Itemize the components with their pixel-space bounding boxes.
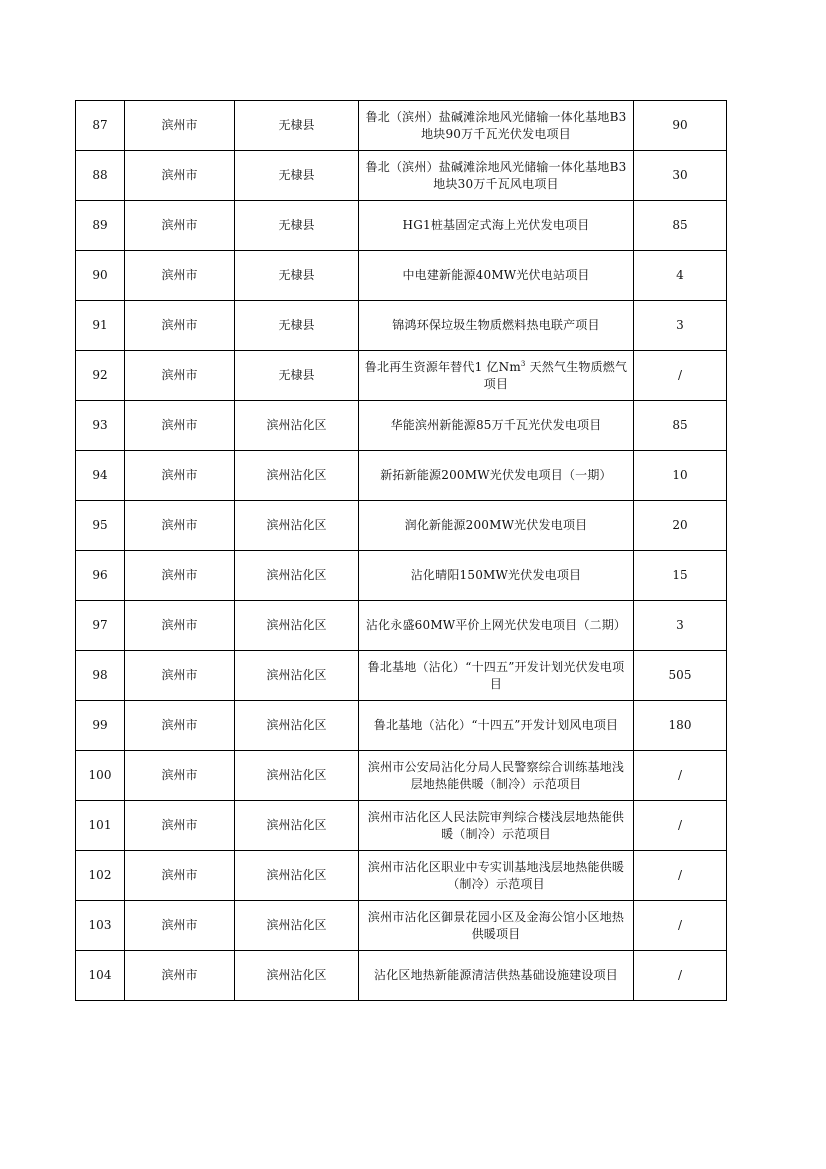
project-name-cell: 鲁北（滨州）盐碱滩涂地风光储输一体化基地B3地块90万千瓦光伏发电项目 bbox=[359, 101, 634, 151]
city-cell: 滨州市 bbox=[125, 451, 235, 501]
project-name-cell: 滨州市公安局沾化分局人民警察综合训练基地浅层地热能供暖（制冷）示范项目 bbox=[359, 751, 634, 801]
project-name-cell: 锦鸿环保垃圾生物质燃料热电联产项目 bbox=[359, 301, 634, 351]
city-cell: 滨州市 bbox=[125, 251, 235, 301]
table-row bbox=[76, 551, 727, 601]
table-row bbox=[76, 601, 727, 651]
project-name-cell: 沾化永盛60MW平价上网光伏发电项目（二期） bbox=[359, 601, 634, 651]
table-row bbox=[76, 301, 727, 351]
capacity-cell: 20 bbox=[634, 501, 727, 551]
row-number: 89 bbox=[76, 201, 125, 251]
table-row bbox=[76, 101, 727, 151]
county-cell: 滨州沾化区 bbox=[235, 751, 359, 801]
capacity-cell: / bbox=[634, 901, 727, 951]
city-cell: 滨州市 bbox=[125, 751, 235, 801]
capacity-cell: / bbox=[634, 951, 727, 1001]
county-cell: 无棣县 bbox=[235, 301, 359, 351]
city-cell: 滨州市 bbox=[125, 551, 235, 601]
table-row bbox=[76, 251, 727, 301]
capacity-cell: / bbox=[634, 751, 727, 801]
row-number: 88 bbox=[76, 151, 125, 201]
capacity-cell: 10 bbox=[634, 451, 727, 501]
city-cell: 滨州市 bbox=[125, 501, 235, 551]
capacity-cell: 3 bbox=[634, 601, 727, 651]
capacity-cell: 505 bbox=[634, 651, 727, 701]
project-name-cell: 润化新能源200MW光伏发电项目 bbox=[359, 501, 634, 551]
row-number: 93 bbox=[76, 401, 125, 451]
county-cell: 无棣县 bbox=[235, 201, 359, 251]
city-cell: 滨州市 bbox=[125, 101, 235, 151]
county-cell: 无棣县 bbox=[235, 101, 359, 151]
county-cell: 无棣县 bbox=[235, 351, 359, 401]
project-name-cell: HG1桩基固定式海上光伏发电项目 bbox=[359, 201, 634, 251]
table-row bbox=[76, 751, 727, 801]
row-number: 95 bbox=[76, 501, 125, 551]
county-cell: 滨州沾化区 bbox=[235, 951, 359, 1001]
table-row bbox=[76, 501, 727, 551]
table-row bbox=[76, 201, 727, 251]
city-cell: 滨州市 bbox=[125, 401, 235, 451]
county-cell: 无棣县 bbox=[235, 251, 359, 301]
project-name-cell: 中电建新能源40MW光伏电站项目 bbox=[359, 251, 634, 301]
row-number: 91 bbox=[76, 301, 125, 351]
capacity-cell: / bbox=[634, 801, 727, 851]
project-table bbox=[75, 100, 727, 1001]
capacity-cell: 90 bbox=[634, 101, 727, 151]
row-number: 101 bbox=[76, 801, 125, 851]
table-row bbox=[76, 901, 727, 951]
city-cell: 滨州市 bbox=[125, 151, 235, 201]
project-name-cell: 滨州市沾化区御景花园小区及金海公馆小区地热供暖项目 bbox=[359, 901, 634, 951]
capacity-cell: 85 bbox=[634, 201, 727, 251]
project-name-cell: 沾化晴阳150MW光伏发电项目 bbox=[359, 551, 634, 601]
city-cell: 滨州市 bbox=[125, 801, 235, 851]
row-number: 100 bbox=[76, 751, 125, 801]
city-cell: 滨州市 bbox=[125, 601, 235, 651]
row-number: 98 bbox=[76, 651, 125, 701]
capacity-cell: / bbox=[634, 851, 727, 901]
county-cell: 滨州沾化区 bbox=[235, 701, 359, 751]
city-cell: 滨州市 bbox=[125, 301, 235, 351]
project-name-part: 天然气生物质燃气项目 bbox=[483, 359, 628, 391]
table-row bbox=[76, 951, 727, 1001]
city-cell: 滨州市 bbox=[125, 951, 235, 1001]
project-name-cell bbox=[359, 351, 634, 401]
table-row bbox=[76, 351, 727, 401]
table-row bbox=[76, 451, 727, 501]
county-cell: 滨州沾化区 bbox=[235, 801, 359, 851]
table-row bbox=[76, 401, 727, 451]
table-row bbox=[76, 151, 727, 201]
project-name-cell: 鲁北（滨州）盐碱滩涂地风光储输一体化基地B3地块30万千瓦风电项目 bbox=[359, 151, 634, 201]
city-cell: 滨州市 bbox=[125, 701, 235, 751]
row-number: 103 bbox=[76, 901, 125, 951]
city-cell: 滨州市 bbox=[125, 901, 235, 951]
county-cell: 滨州沾化区 bbox=[235, 601, 359, 651]
city-cell: 滨州市 bbox=[125, 201, 235, 251]
city-cell: 滨州市 bbox=[125, 651, 235, 701]
capacity-cell: 30 bbox=[634, 151, 727, 201]
county-cell: 滨州沾化区 bbox=[235, 551, 359, 601]
project-name-part: 鲁北再生资源年替代1 亿Nm bbox=[364, 359, 521, 374]
row-number: 104 bbox=[76, 951, 125, 1001]
row-number: 87 bbox=[76, 101, 125, 151]
row-number: 97 bbox=[76, 601, 125, 651]
table-row bbox=[76, 701, 727, 751]
table-row bbox=[76, 851, 727, 901]
capacity-cell: 4 bbox=[634, 251, 727, 301]
project-name-cell: 新拓新能源200MW光伏发电项目（一期） bbox=[359, 451, 634, 501]
project-name-cell: 鲁北基地（沾化）“十四五”开发计划风电项目 bbox=[359, 701, 634, 751]
table-row bbox=[76, 801, 727, 851]
superscript: 3 bbox=[520, 359, 526, 368]
county-cell: 滨州沾化区 bbox=[235, 901, 359, 951]
table-row bbox=[76, 651, 727, 701]
row-number: 99 bbox=[76, 701, 125, 751]
row-number: 96 bbox=[76, 551, 125, 601]
county-cell: 滨州沾化区 bbox=[235, 451, 359, 501]
row-number: 92 bbox=[76, 351, 125, 401]
capacity-cell: 15 bbox=[634, 551, 727, 601]
county-cell: 滨州沾化区 bbox=[235, 401, 359, 451]
county-cell: 无棣县 bbox=[235, 151, 359, 201]
row-number: 90 bbox=[76, 251, 125, 301]
capacity-cell: 85 bbox=[634, 401, 727, 451]
project-name-cell: 沾化区地热新能源清洁供热基础设施建设项目 bbox=[359, 951, 634, 1001]
county-cell: 滨州沾化区 bbox=[235, 651, 359, 701]
row-number: 102 bbox=[76, 851, 125, 901]
project-name-cell: 鲁北基地（沾化）“十四五”开发计划光伏发电项目 bbox=[359, 651, 634, 701]
city-cell: 滨州市 bbox=[125, 351, 235, 401]
capacity-cell: / bbox=[634, 351, 727, 401]
county-cell: 滨州沾化区 bbox=[235, 501, 359, 551]
project-name-cell: 华能滨州新能源85万千瓦光伏发电项目 bbox=[359, 401, 634, 451]
county-cell: 滨州沾化区 bbox=[235, 851, 359, 901]
project-name-cell: 滨州市沾化区人民法院审判综合楼浅层地热能供暖（制冷）示范项目 bbox=[359, 801, 634, 851]
city-cell: 滨州市 bbox=[125, 851, 235, 901]
project-name-cell: 滨州市沾化区职业中专实训基地浅层地热能供暖（制冷）示范项目 bbox=[359, 851, 634, 901]
row-number: 94 bbox=[76, 451, 125, 501]
capacity-cell: 3 bbox=[634, 301, 727, 351]
capacity-cell: 180 bbox=[634, 701, 727, 751]
